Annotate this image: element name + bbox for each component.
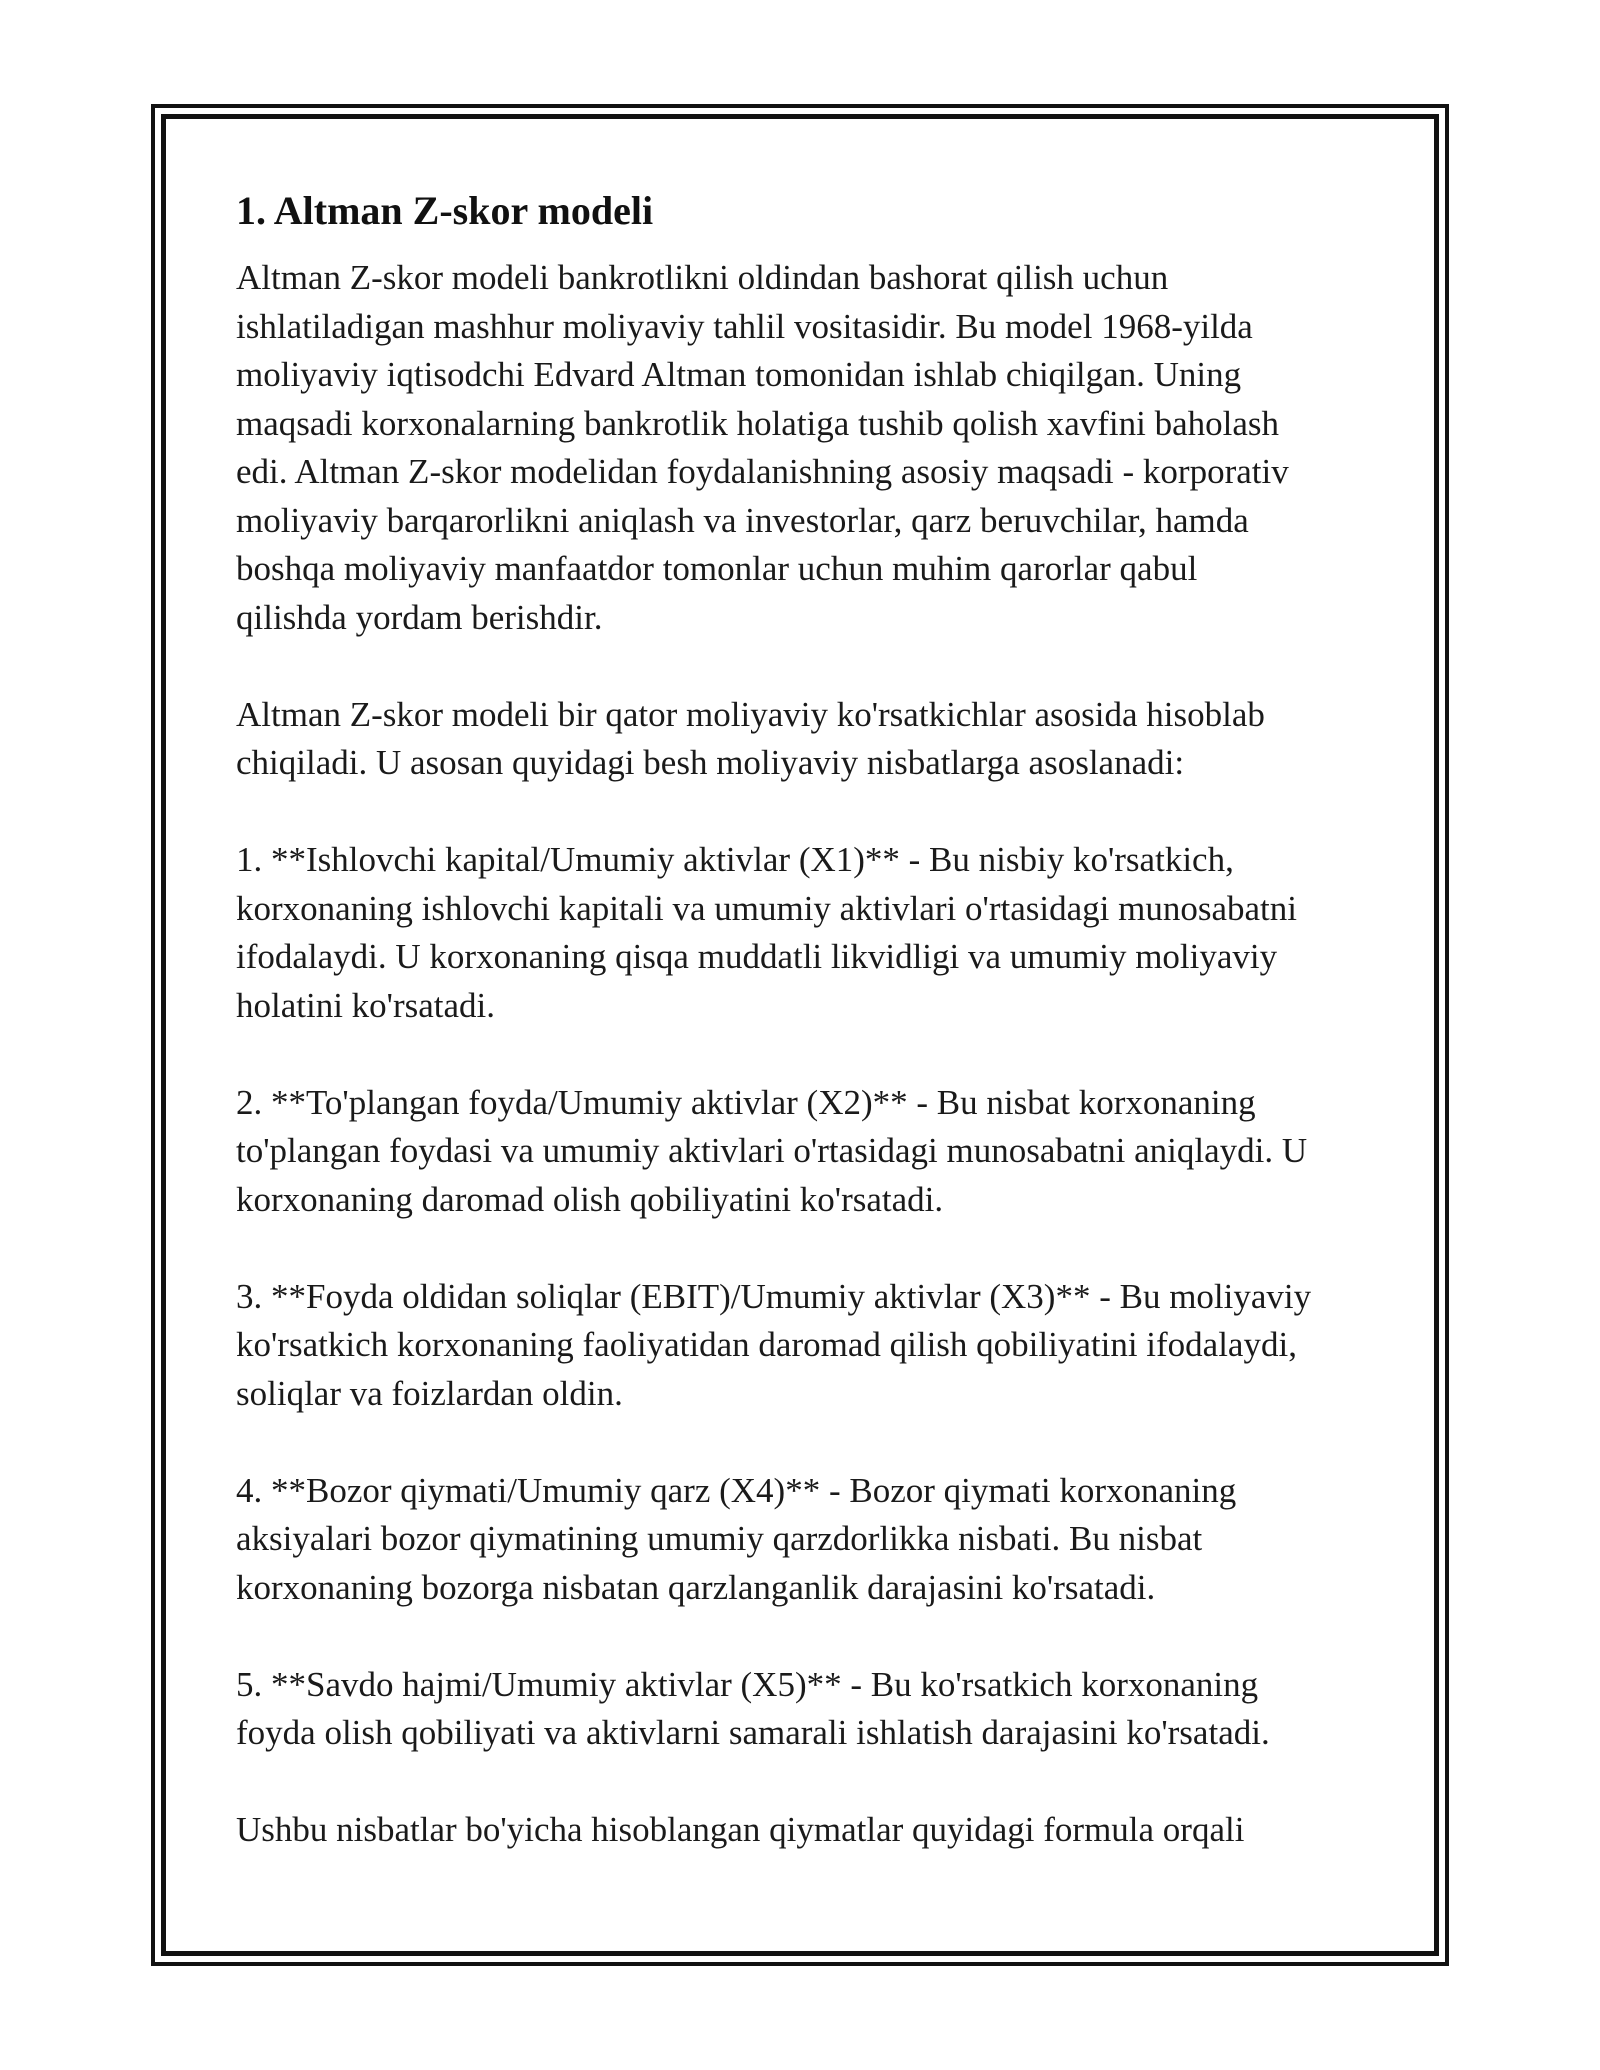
paragraph-ratio-x4: 4. **Bozor qiymati/Umumiy qarz (X4)** - Bozor qiymati korxonaning aksiyalari bozor qiymatining umumiy qarzdorlikka nisbati. Bu nisbat korxonaning bozorga nisbatan qarzlanganlik darajasini ko'rsatadi.	[236, 1470, 1237, 1607]
paragraph-ratio-x1: 1. **Ishlovchi kapital/Umumiy aktivlar (X1)** - Bu nisbiy ko'rsatkich, korxonaning ishlovchi kapitali va umumiy aktivlari o'rtasidagi munosabatni ifodalaydi. U korxonaning qisqa muddatli likvidligi va umumiy moliyaviy holatini ko'rsatadi.	[236, 840, 1297, 1025]
paragraph-ratio-x3: 3. **Foyda oldidan soliqlar (EBIT)/Umumiy aktivlar (X3)** - Bu moliyaviy ko'rsatkich korxonaning faoliyatidan daromad qilish qobiliyatini ifodalaydi, soliqlar va foizlardan oldin.	[236, 1276, 1312, 1413]
section-heading: 1. Altman Z-skor modeli	[236, 188, 654, 233]
paragraph-ratios-intro: Altman Z-skor modeli bir qator moliyaviy ko'rsatkichlar asosida hisoblab chiqiladi. U asosan quyidagi besh moliyaviy nisbatlarga asoslanadi:	[236, 694, 1265, 782]
document-body	[236, 186, 1376, 1855]
paragraph-formula-intro: Ushbu nisbatlar bo'yicha hisoblangan qiymatlar quyidagi formula orqali	[236, 1810, 1245, 1849]
paragraph-intro: Altman Z-skor modeli bankrotlikni oldindan bashorat qilish uchun ishlatiladigan mashhur moliyaviy tahlil vositasidir. Bu model 1968-yilda moliyaviy iqtisodchi Edvard Altman tomonidan ishlab chiqilgan. Uning maqsadi korxonalarning bankrotlik holatiga tushib qolish xavfini baholash edi. Altman Z-skor modelidan foydalanishning asosiy maqsadi - korporativ moliyaviy barqarorlikni aniqlash va investorlar, qarz beruvchilar, hamda boshqa moliyaviy manfaatdor tomonlar uchun muhim qarorlar qabul qilishda yordam berishdir.	[236, 258, 1289, 637]
paragraph-ratio-x2: 2. **To'plangan foyda/Umumiy aktivlar (X2)** - Bu nisbat korxonaning to'plangan foydasi va umumiy aktivlari o'rtasidagi munosabatni aniqlaydi. U korxonaning daromad olish qobiliyatini ko'rsatadi.	[236, 1082, 1308, 1219]
paragraph-ratio-x5: 5. **Savdo hajmi/Umumiy aktivlar (X5)** - Bu ko'rsatkich korxonaning foyda olish qobiliyati va aktivlarni samarali ishlatish darajasini ko'rsatadi.	[236, 1664, 1270, 1752]
